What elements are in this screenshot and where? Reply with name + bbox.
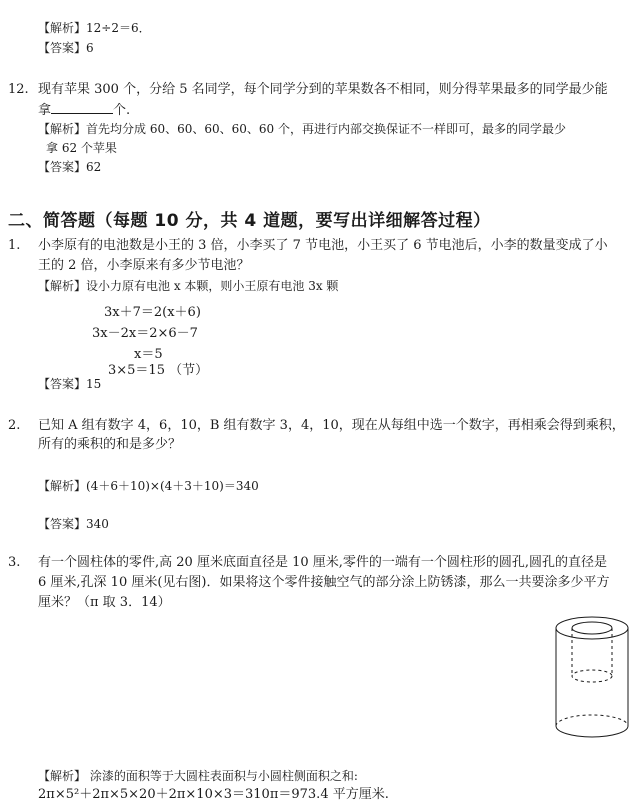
outer-top-ellipse bbox=[556, 617, 628, 639]
q12-question-post: 个. bbox=[113, 103, 131, 118]
answer-blank bbox=[51, 101, 113, 114]
p2-analysis: 【解析】(4＋6＋10)×(4＋3＋10)＝340 bbox=[38, 479, 259, 493]
p1-analysis: 【解析】设小力原有电池 x 本颗，则小王原有电池 3x 颗 bbox=[38, 279, 339, 293]
p2-question-line1: 已知 A 组有数字 4，6，10，B 组有数字 3，4，10，现在从每组中选一个数字，再相乘会得到乘积， bbox=[38, 418, 625, 433]
q12-number: 12. bbox=[8, 82, 29, 97]
p1-equation-2: 3x－2x＝2×6－7 bbox=[92, 326, 198, 341]
q12-question-line1: 现有苹果 300 个，分给 5 名同学，每个同学分到的苹果数各不相同，则分得苹果最多的同学最少能 bbox=[38, 82, 608, 97]
p3-question-line1: 有一个圆柱体的零件,高 20 厘米底面直径是 10 厘米,零件的一端有一个圆柱形的圆孔,圆孔的直径是 bbox=[38, 555, 608, 570]
p3-analysis-line2: 2π×5²＋2π×5×20＋2π×10×3＝310π＝973.4 平方厘米. bbox=[38, 787, 389, 802]
p1-number: 1. bbox=[8, 238, 21, 253]
outer-bottom-front bbox=[556, 726, 628, 737]
p2-number: 2. bbox=[8, 418, 21, 433]
q12-question-pre: 拿 bbox=[38, 103, 52, 118]
outer-bottom-back bbox=[556, 715, 628, 726]
q12-analysis-line1: 【解析】首先均分成 60、60、60、60、60 个，再进行内部交换保证不一样即可，最多的同学最少 bbox=[38, 122, 566, 136]
q11-answer: 【答案】6 bbox=[38, 41, 94, 55]
p3-question-line2: 6 厘米,孔深 10 厘米(见右图)．如果将这个零件接触空气的部分涂上防锈漆，那么一共要涂多少平方 bbox=[38, 575, 610, 590]
p1-question-line1: 小李原有的电池数是小王的 3 倍，小李买了 7 节电池，小王买了 6 节电池后，小李的数量变成了小 bbox=[38, 238, 608, 253]
p1-question-line2: 王的 2 倍，小李原来有多少节电池？ bbox=[38, 258, 250, 273]
p1-equation-4: 3×5＝15 （节） bbox=[108, 363, 209, 378]
p1-equation-1: 3x＋7＝2(x＋6) bbox=[104, 305, 201, 320]
p2-question-line2: 所有的乘积的和是多少？ bbox=[38, 437, 182, 452]
p1-equation-3: x＝5 bbox=[134, 347, 163, 362]
section-heading: 二、简答题（每题 10 分，共 4 道题，要写出详细解答过程） bbox=[8, 211, 491, 231]
p3-number: 3. bbox=[8, 555, 21, 570]
hole-bottom-ellipse bbox=[572, 670, 612, 682]
p2-answer: 【答案】340 bbox=[38, 517, 109, 531]
hole-top-ellipse bbox=[572, 622, 612, 634]
q12-question-line2 bbox=[38, 101, 130, 119]
q12-answer: 【答案】62 bbox=[38, 160, 102, 174]
cylinder-figure bbox=[552, 614, 632, 744]
p3-question-line3: 厘米？（π 取 3．14） bbox=[38, 595, 171, 610]
p3-analysis-line1: 【解析】 涂漆的面积等于大圆柱表面积与小圆柱侧面积之和: bbox=[38, 769, 358, 783]
q12-analysis-line2: 拿 62 个苹果 bbox=[46, 141, 117, 155]
q11-analysis: 【解析】12÷2＝6． bbox=[38, 21, 151, 35]
p1-answer: 【答案】15 bbox=[38, 377, 102, 391]
